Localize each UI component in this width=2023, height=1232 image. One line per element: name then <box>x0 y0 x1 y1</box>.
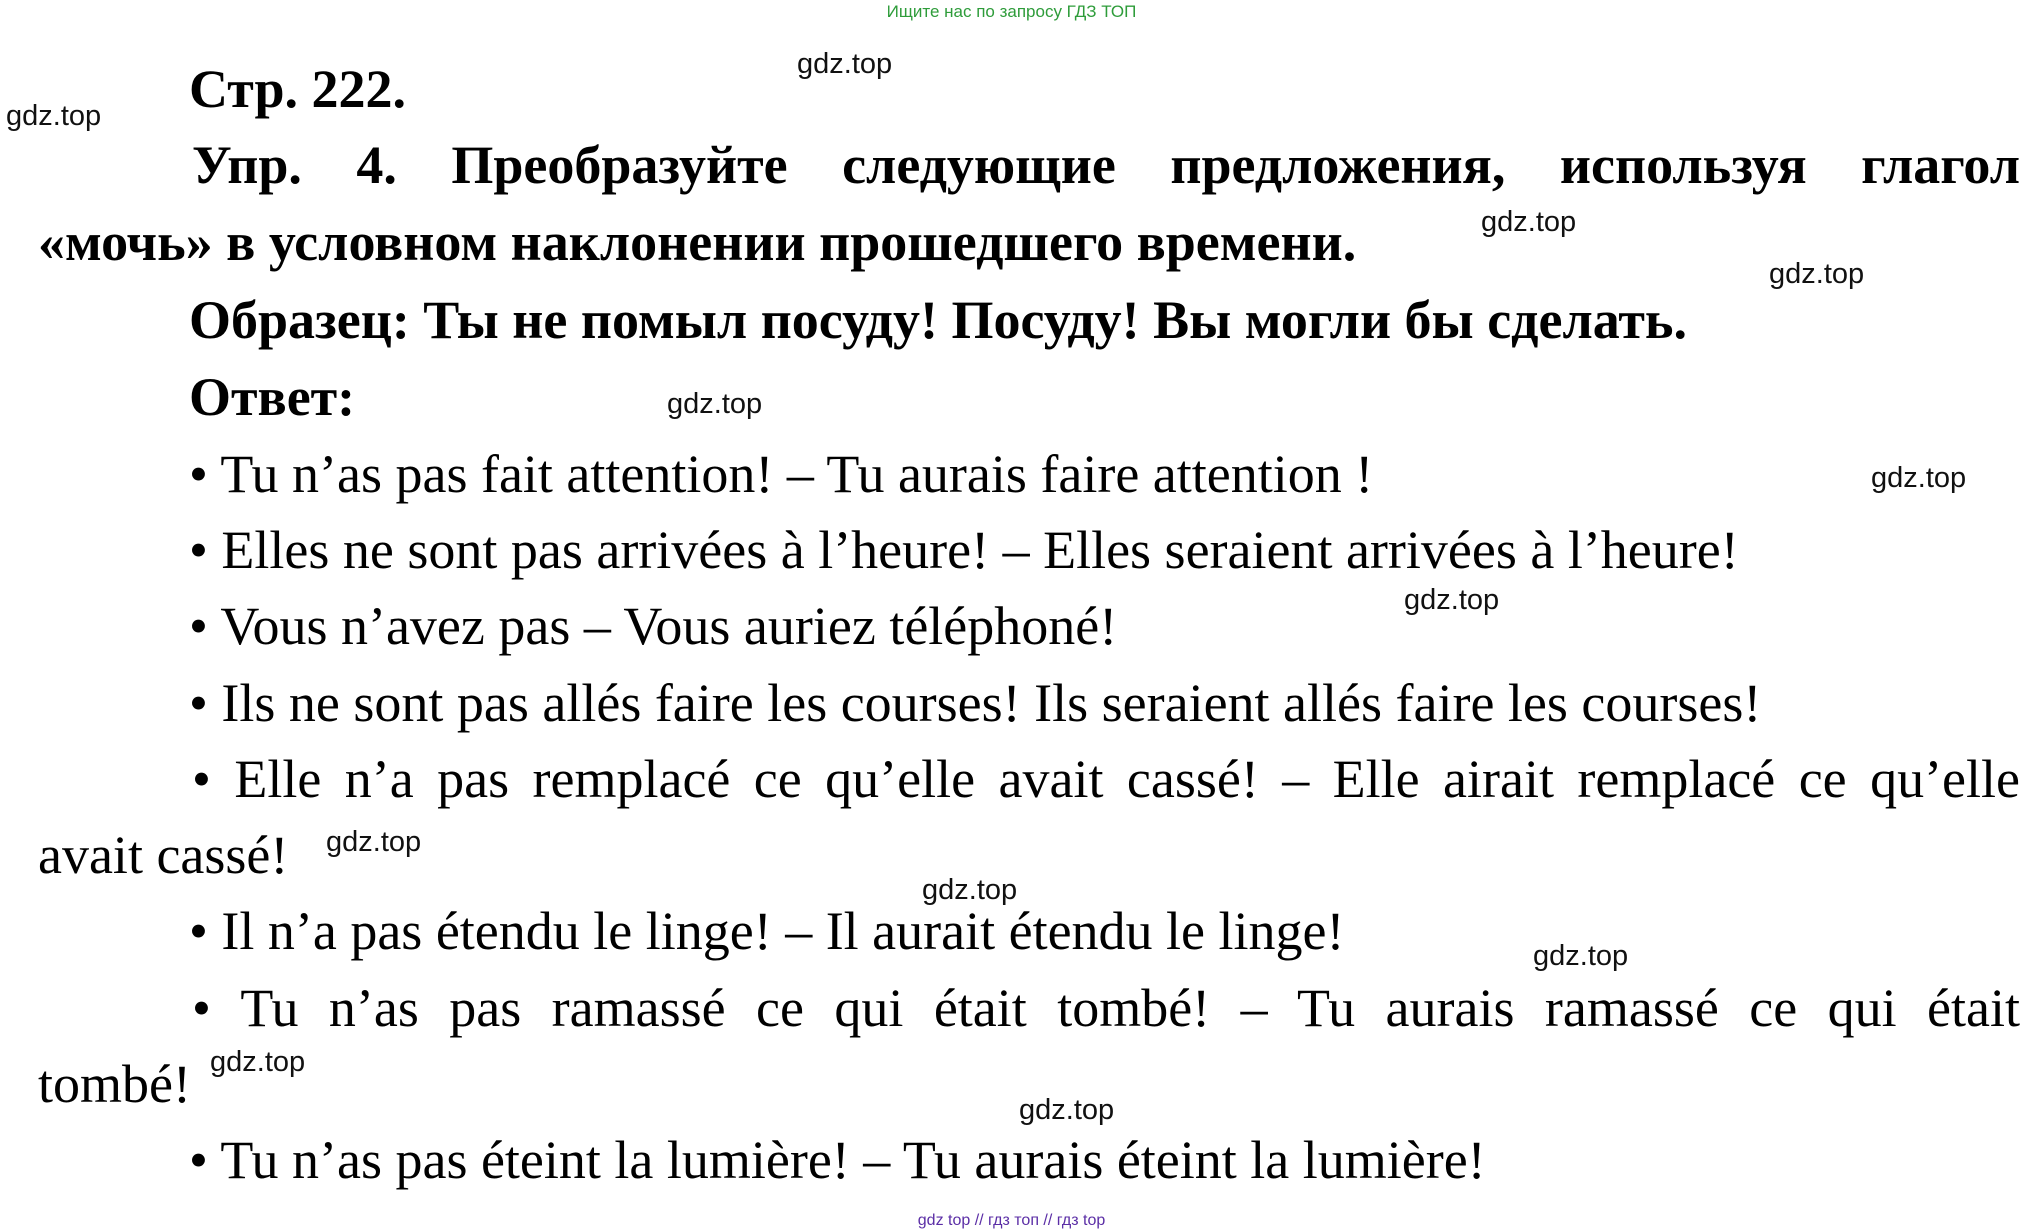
answer-item-1: • Tu n’as pas fait attention! – Tu aurais faire attention ! <box>189 444 1374 504</box>
watermark: gdz.top <box>210 1046 306 1078</box>
answer-item-5-line-1: • Elle n’a pas remplacé ce qu’elle avait cassé! – Elle airait remplacé ce qu’elle <box>192 749 2020 809</box>
exercise-line-2: «мочь» в условном наклонении прошедшего времени. <box>38 212 1357 272</box>
watermark: gdz.top <box>326 826 422 858</box>
answer-item-5-line-2: avait cassé! <box>38 825 289 885</box>
watermark: gdz.top <box>1481 206 1577 238</box>
answer-item-4: • Ils ne sont pas allés faire les courses! Ils seraient allés faire les courses! <box>189 673 1762 733</box>
answer-item-7-line-1: • Tu n’as pas ramassé ce qui était tombé! – Tu aurais ramassé ce qui était <box>192 978 2020 1038</box>
answer-label: Ответ: <box>189 367 356 427</box>
sample-line: Образец: Ты не помыл посуду! Посуду! Вы могли бы сделать. <box>189 290 1687 350</box>
watermark: gdz.top <box>1019 1094 1115 1126</box>
answer-item-7-line-2: tombé! <box>38 1054 191 1114</box>
watermark: gdz.top <box>1871 462 1967 494</box>
watermark: gdz.top <box>797 48 893 80</box>
watermark: gdz.top <box>1404 584 1500 616</box>
answer-item-3: • Vous n’avez pas – Vous auriez téléphoné! <box>189 596 1118 656</box>
answer-item-2: • Elles ne sont pas arrivées à l’heure! – Elles seraient arrivées à l’heure! <box>189 520 1739 580</box>
exercise-line-1: Упр. 4. Преобразуйте следующие предложения, используя глагол <box>192 135 2020 195</box>
watermark: gdz.top <box>1769 258 1865 290</box>
watermark: gdz.top <box>1533 940 1629 972</box>
watermark: gdz.top <box>6 100 102 132</box>
answer-item-6: • Il n’a pas étendu le linge! – Il aurait étendu le linge! <box>189 901 1345 961</box>
answer-item-8: • Tu n’as pas éteint la lumière! – Tu aurais éteint la lumière! <box>189 1130 1486 1190</box>
watermark: gdz.top <box>667 388 763 420</box>
watermark: gdz.top <box>922 874 1018 906</box>
footer-links: gdz top // гдз топ // гдз top <box>917 1212 1106 1229</box>
page-title: Стр. 222. <box>189 59 407 119</box>
top-search-hint: Ищите нас по запросу ГДЗ ТОП <box>886 2 1137 21</box>
